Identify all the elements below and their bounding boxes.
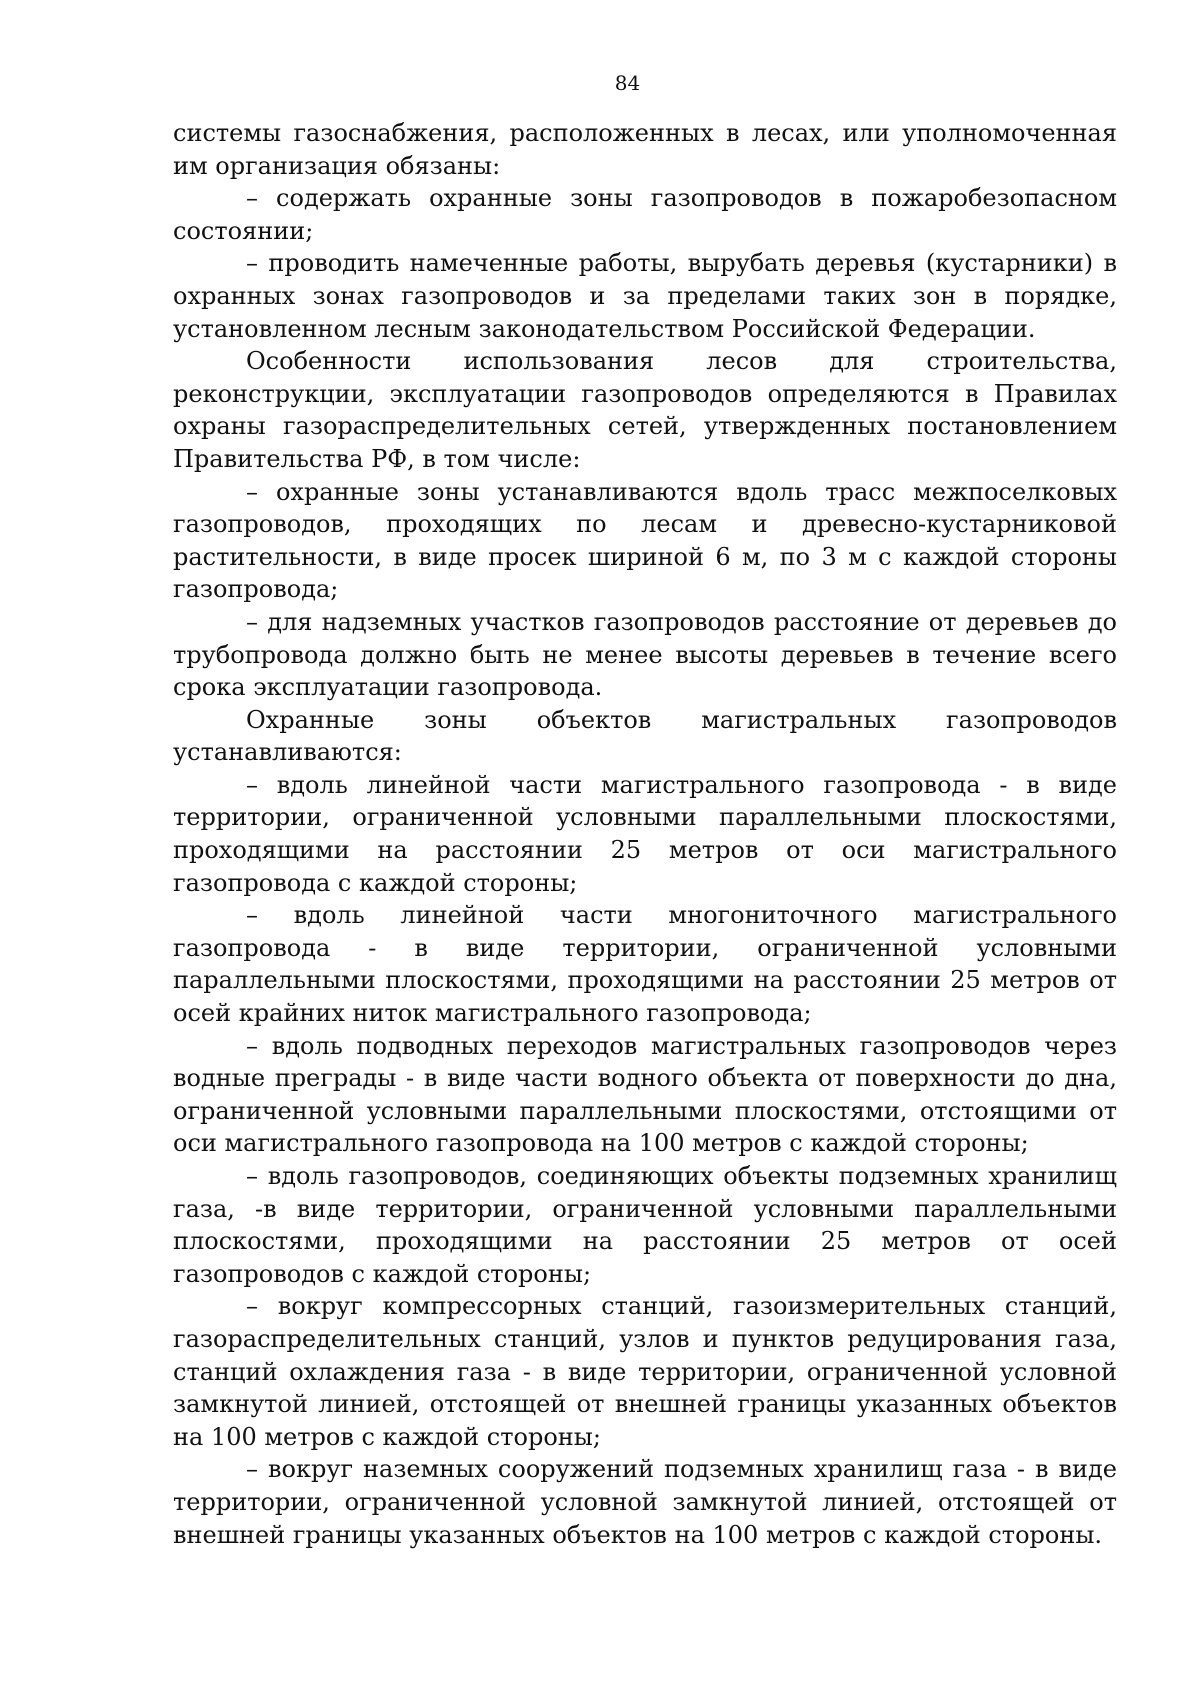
list-item: – содержать охранные зоны газопроводов в пожаробезопасном состоянии; — [173, 184, 1117, 245]
document-body — [173, 117, 1117, 1551]
list-item: – для надземных участков газопроводов расстояние от деревьев до трубопровода должно быть не менее высоты деревьев в течение всего срока эксплуатации газопровода. — [173, 607, 1117, 702]
page-number: 84 — [614, 71, 641, 95]
paragraph: Особенности использования лесов для строительства, реконструкции, эксплуатации газопроводов определяются в Правилах охраны газораспределительных сетей, утвержденных постановлением Правительства РФ, в том числе: — [173, 347, 1117, 473]
list-item: – вдоль газопроводов, соединяющих объекты подземных хранилищ газа, -в виде территории, ограниченной условными параллельными плоскостями, проходящими на расстоянии 25 метров от осей газопроводов с каждой стороны; — [173, 1162, 1117, 1288]
paragraph: системы газоснабжения, расположенных в лесах, или уполномоченная им организация обязаны: — [173, 119, 1117, 180]
list-item: – вдоль подводных переходов магистральных газопроводов через водные преграды - в виде части водного объекта от поверхности до дна, ограниченной условными параллельными плоскостями, отстоящими от оси магистрального газопровода на 100 метров с каждой стороны; — [173, 1031, 1117, 1158]
paragraph: Охранные зоны объектов магистральных газопроводов устанавливаются: — [173, 705, 1117, 767]
list-item: – вдоль линейной части многониточного магистрального газопровода - в виде территории, ограниченной условными параллельными плоскостями, проходящими на расстоянии 25 метров от осей крайних ниток магистрального газопровода; — [173, 901, 1117, 1028]
list-item: – вокруг компрессорных станций, газоизмерительных станций, газораспределительных станций, узлов и пунктов редуцирования газа, станций охлаждения газа - в виде территории, ограниченной условной замкнутой линией, отстоящей от внешней границы указанных объектов на 100 метров с каждой стороны; — [173, 1292, 1117, 1451]
list-item: – вдоль линейной части магистрального газопровода - в виде территории, ограниченной условными параллельными плоскостями, проходящими на расстоянии 25 метров от оси магистрального газопровода с каждой стороны; — [173, 770, 1117, 897]
list-item: – проводить намеченные работы, вырубать деревья (кустарники) в охранных зонах газопроводов и за пределами таких зон в порядке, установленном лесным законодательством Российской Федерации. — [173, 249, 1117, 343]
list-item: – вокруг наземных сооружений подземных хранилищ газа - в виде территории, ограниченной условной замкнутой линией, отстоящей от внешней границы указанных объектов на 100 метров с каждой стороны. — [173, 1455, 1117, 1549]
list-item: – охранные зоны устанавливаются вдоль трасс межпоселковых газопроводов, проходящих по лесам и древесно-кустарниковой растительности, в виде просек шириной 6 м, по 3 м с каждой стороны газопровода; — [173, 477, 1117, 604]
